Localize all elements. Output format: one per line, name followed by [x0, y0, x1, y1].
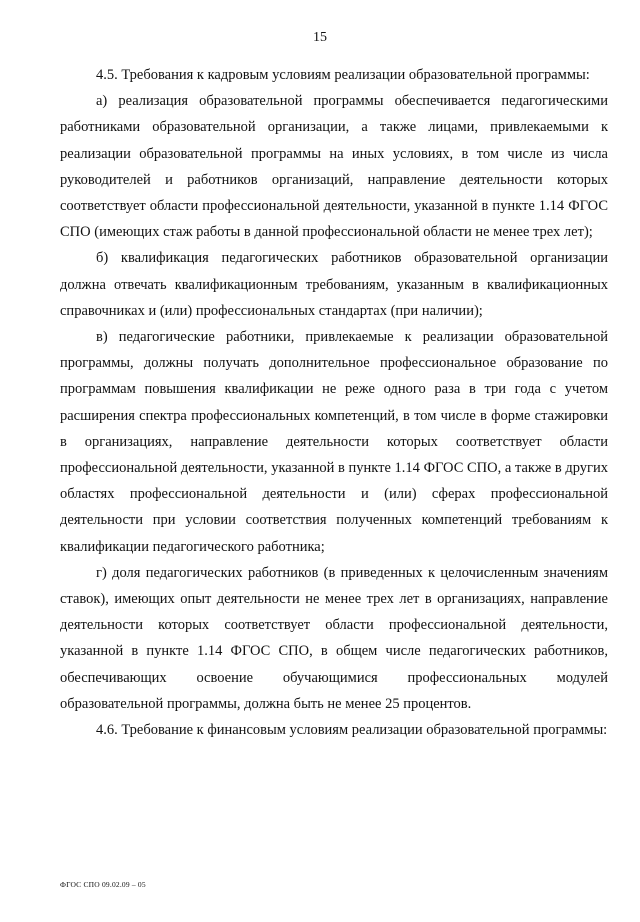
document-footer-code: ФГОС СПО 09.02.09 – 05 — [60, 880, 146, 889]
paragraph-b: б) квалификация педагогических работников образовательной организации должна отвечать квалификационным требованиям, указанным в квалификационных справочниках и (или) профессиональных стандартах (при наличии); — [60, 250, 608, 319]
paragraph-v: в) педагогические работники, привлекаемые к реализации образовательной программы, должны получать дополнительное профессиональное образование по программам повышения квалификации не реже одного раза в три года с учетом расширения спектра профессиональных компетенций, в том числе в форме стажировки в организациях, направление деятельности которых соответствует области профессиональной деятельности, указанной в пункте 1.14 ФГОС СПО, а также в других областях профессиональной деятельности и (или) сферах профессиональной деятельности при условии соответствия полученных компетенций требованиям к квалификации педагогического работника; — [60, 329, 608, 555]
paragraph-a: а) реализация образовательной программы обеспечивается педагогическими работниками образовательной организации, а также лицами, привлекаемыми к реализации образовательной программы на иных условиях, в том числе из числа руководителей и работников организаций, направление деятельности которых соответствует области профессиональной деятельности, указанной в пункте 1.14 ФГОС СПО (имеющих стаж работы в данной профессиональной области не менее трех лет); — [60, 93, 608, 241]
paragraph-g: г) доля педагогических работников (в приведенных к целочисленным значениям ставок), имеющих опыт деятельности не менее трех лет в организациях, направление деятельности которых соответствует области профессиональной деятельности, указанной в пункте 1.14 ФГОС СПО, в общем числе педагогических работников, обеспечивающих освоение обучающимися профессиональных модулей образовательной программы, должна быть не менее 25 процентов. — [60, 564, 608, 712]
paragraph-4-6-heading: 4.6. Требование к финансовым условиям реализации образовательной программы: — [96, 722, 608, 739]
document-body — [60, 62, 608, 743]
paragraph-4-5-heading: 4.5. Требования к кадровым условиям реализации образовательной программы: — [96, 67, 590, 83]
page-number: 15 — [313, 30, 327, 45]
